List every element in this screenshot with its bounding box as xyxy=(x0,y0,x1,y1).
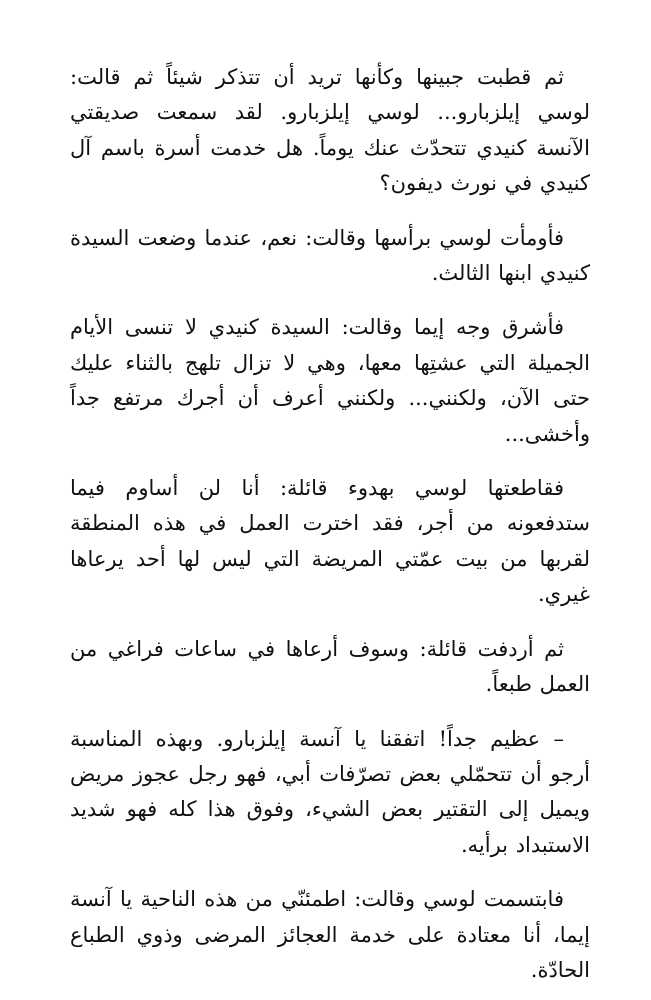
paragraph: – عظيم جداً! اتفقنا يا آنسة إيلزبارو. وبهذه المناسبة أرجو أن تتحمّلي بعض تصرّفات أبي، فهو رجل عجوز مريض ويميل إلى التقتير بعض الشيء، وفوق هذا كله فهو شديد الاستبداد برأيه. xyxy=(70,726,590,857)
paragraph: فأومأت لوسي برأسها وقالت: نعم، عندما وضعت السيدة كنيدي ابنها الثالث. xyxy=(70,225,590,286)
paragraph: فأشرق وجه إيما وقالت: السيدة كنيدي لا تنسى الأيام الجميلة التي عشتِها معها، وهي لا تزال تلهج بالثناء عليك حتى الآن، ولكنني... ولكنني أعرف أن أجرك مرتفع جداً وأخشى... xyxy=(70,315,590,446)
paragraph: فابتسمت لوسي وقالت: اطمئنّي من هذه الناحية يا آنسة إيما، أنا معتادة على خدمة العجائز المرضى وذوي الطباع الحادّة. xyxy=(70,887,590,982)
paragraph: ثم قطبت جبينها وكأنها تريد أن تتذكر شيئاً ثم قالت: لوسي إيلزبارو... لوسي إيلزبارو. لقد سمعت صديقتي الآنسة كنيدي تتحدّث عنك يوماً. هل خدمت أسرة باسم آل كنيدي في نورث ديفون؟ xyxy=(70,65,590,196)
paragraph: فقاطعتها لوسي بهدوء قائلة: أنا لن أساوم فيما ستدفعونه من أجر، فقد اخترت العمل في هذه المنطقة لقربها من بيت عمّتي المريضة التي ليس لها أحد يرعاها غيري. xyxy=(70,476,590,607)
paragraph: ثم أردفت قائلة: وسوف أرعاها في ساعات فراغي من العمل طبعاً. xyxy=(70,636,590,697)
book-page xyxy=(70,60,590,990)
